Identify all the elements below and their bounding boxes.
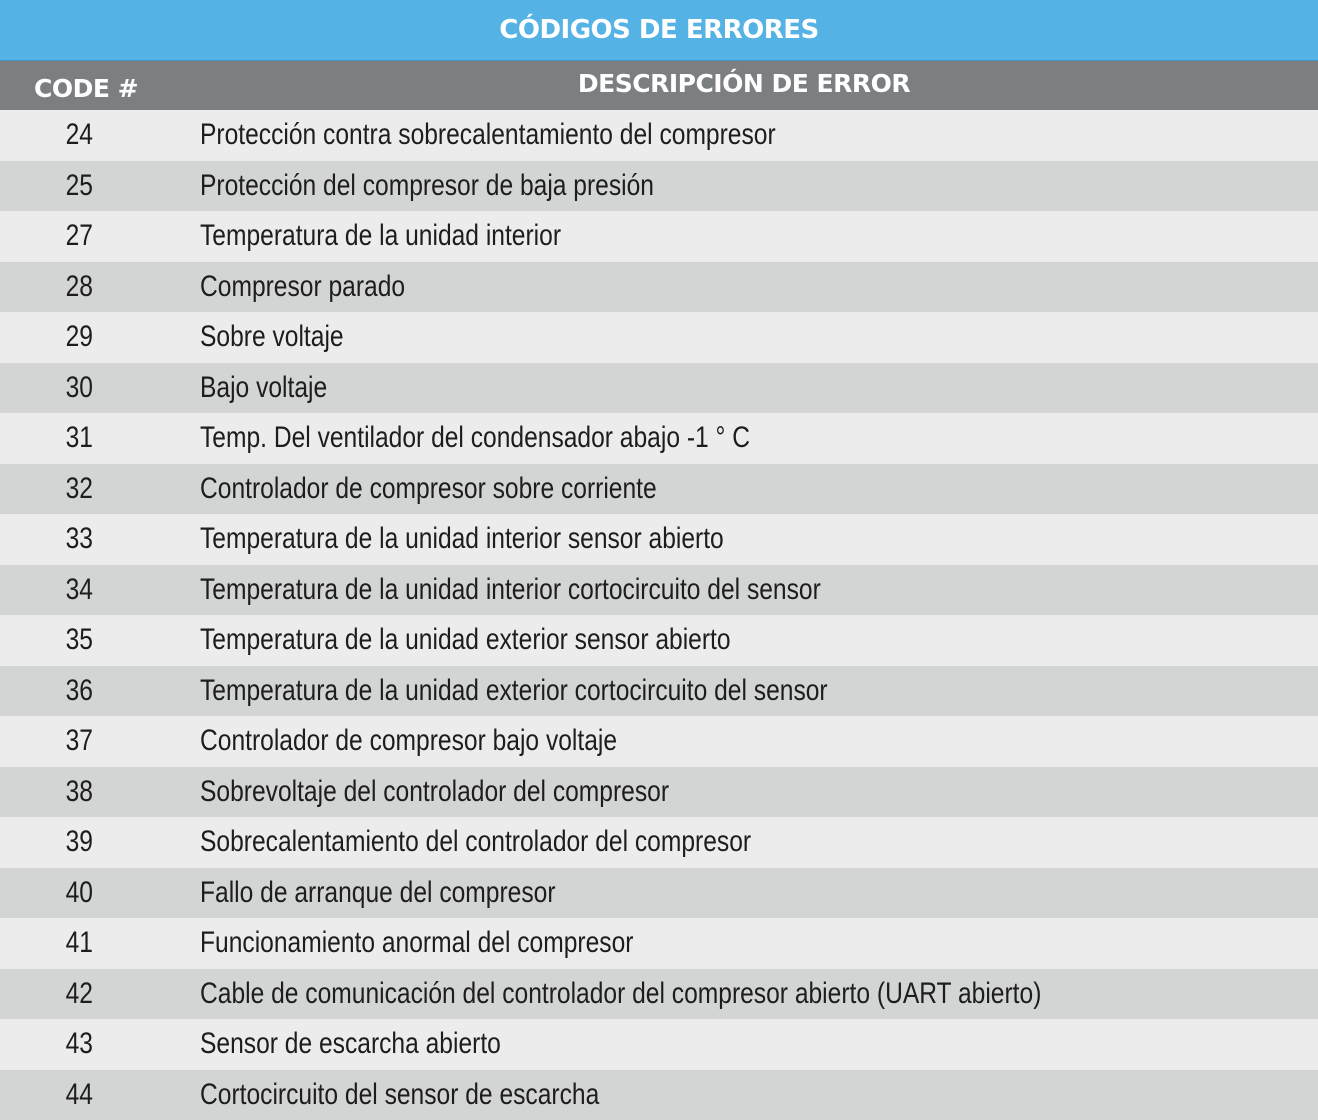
error-description: Sobrecalentamiento del controlador del compresor bbox=[200, 825, 752, 859]
error-description: Protección contra sobrecalentamiento del compresor bbox=[200, 118, 776, 152]
error-description: Compresor parado bbox=[200, 269, 406, 303]
error-code: 24 bbox=[65, 118, 93, 152]
error-description: Sobrevoltaje del controlador del compresor bbox=[200, 774, 670, 808]
error-description: Temperatura de la unidad interior sensor abierto bbox=[200, 522, 724, 556]
table-row bbox=[0, 666, 1318, 717]
error-code: 32 bbox=[65, 471, 93, 505]
table-row bbox=[0, 514, 1318, 565]
table-title: CÓDIGOS DE ERRORES bbox=[0, 0, 1318, 61]
error-description: Bajo voltaje bbox=[200, 370, 328, 404]
table-row bbox=[0, 413, 1318, 464]
column-header-description: DESCRIPCIÓN DE ERROR bbox=[577, 69, 911, 98]
table-row bbox=[0, 868, 1318, 919]
error-description: Controlador de compresor bajo voltaje bbox=[200, 724, 618, 758]
error-description: Protección del compresor de baja presión bbox=[200, 168, 654, 202]
table-row bbox=[0, 211, 1318, 262]
error-code: 30 bbox=[65, 370, 93, 404]
table-row bbox=[0, 312, 1318, 363]
error-code: 44 bbox=[65, 1077, 93, 1111]
table-row bbox=[0, 565, 1318, 616]
table-row bbox=[0, 767, 1318, 818]
error-description: Controlador de compresor sobre corriente bbox=[200, 471, 657, 505]
error-code: 27 bbox=[65, 219, 93, 253]
error-description: Cable de comunicación del controlador del compresor abierto (UART abierto) bbox=[200, 976, 1042, 1010]
error-description: Temperatura de la unidad interior bbox=[200, 219, 562, 253]
error-code: 41 bbox=[65, 926, 93, 960]
error-description: Funcionamiento anormal del compresor bbox=[200, 926, 634, 960]
error-code: 35 bbox=[65, 623, 93, 657]
error-code: 42 bbox=[65, 976, 93, 1010]
table-body bbox=[0, 110, 1318, 1120]
error-code: 33 bbox=[65, 522, 93, 556]
table-row bbox=[0, 817, 1318, 868]
error-description: Fallo de arranque del compresor bbox=[200, 875, 556, 909]
column-header-code: CODE # bbox=[34, 74, 139, 103]
error-description: Sensor de escarcha abierto bbox=[200, 1027, 501, 1061]
table-row bbox=[0, 918, 1318, 969]
table-row bbox=[0, 161, 1318, 212]
column-header-row bbox=[0, 61, 1318, 110]
error-description: Temperatura de la unidad interior cortocircuito del sensor bbox=[200, 572, 821, 606]
table-row bbox=[0, 615, 1318, 666]
error-code: 34 bbox=[65, 572, 93, 606]
table-row bbox=[0, 1019, 1318, 1070]
error-code: 31 bbox=[65, 421, 93, 455]
error-code: 29 bbox=[65, 320, 93, 354]
error-code: 36 bbox=[65, 673, 93, 707]
error-description: Cortocircuito del sensor de escarcha bbox=[200, 1077, 600, 1111]
table-row bbox=[0, 110, 1318, 161]
error-description: Temperatura de la unidad exterior cortocircuito del sensor bbox=[200, 673, 828, 707]
error-code: 37 bbox=[65, 724, 93, 758]
table-row bbox=[0, 262, 1318, 313]
error-code: 25 bbox=[65, 168, 93, 202]
error-code: 40 bbox=[65, 875, 93, 909]
table-row bbox=[0, 363, 1318, 414]
table-row bbox=[0, 969, 1318, 1020]
error-description: Sobre voltaje bbox=[200, 320, 344, 354]
error-code: 43 bbox=[65, 1027, 93, 1061]
error-code: 39 bbox=[65, 825, 93, 859]
error-description: Temp. Del ventilador del condensador abajo -1 ° C bbox=[200, 421, 750, 455]
table-row bbox=[0, 464, 1318, 515]
error-description: Temperatura de la unidad exterior sensor abierto bbox=[200, 623, 731, 657]
table-row bbox=[0, 716, 1318, 767]
error-code: 28 bbox=[65, 269, 93, 303]
error-code: 38 bbox=[65, 774, 93, 808]
table-row bbox=[0, 1070, 1318, 1120]
